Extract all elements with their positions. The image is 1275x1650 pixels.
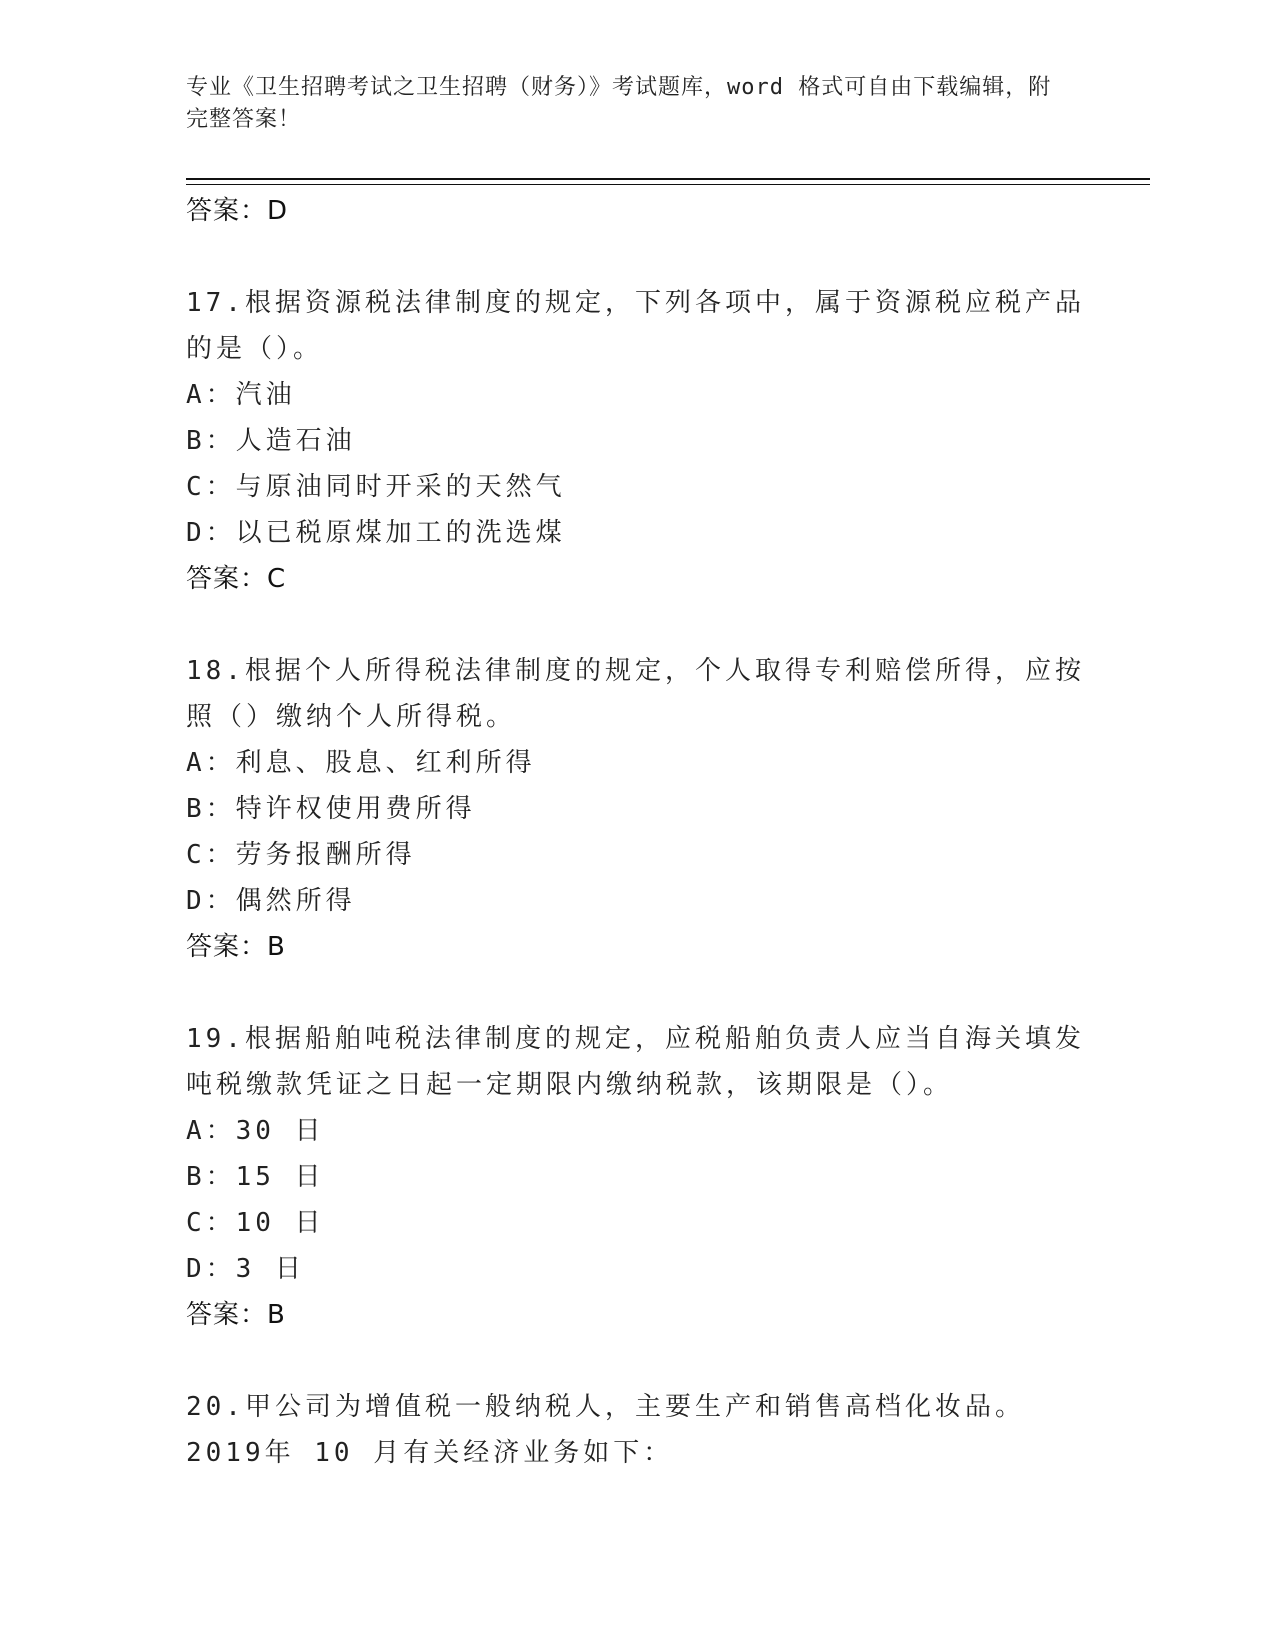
option-c [186,832,1086,878]
option-c [186,464,1086,510]
question-list [186,188,1086,1476]
question-block [186,648,1086,970]
option-b [186,786,1086,832]
option-text: 人造石油 [235,426,356,456]
option-text: 15 日 [235,1162,325,1192]
option-key: C： [186,840,236,870]
header-divider-thin [186,184,1150,185]
question-block [186,280,1086,602]
option-text: 劳务报酬所得 [235,840,416,870]
option-key: D： [186,886,236,916]
option-key: D： [186,518,236,548]
option-text: 汽油 [235,380,296,410]
answer-line: 答案：B [186,1300,286,1330]
option-key: A： [186,748,236,778]
header-divider [186,178,1150,180]
option-d [186,510,1086,556]
option-key: C： [186,472,236,502]
option-d [186,1246,1086,1292]
page-header: 专业《卫生招聘考试之卫生招聘（财务）》考试题库，word 格式可自由下载编辑，附完整答案！ [186,75,1052,132]
question-block [186,1016,1086,1338]
answer-line: 答案：B [186,932,286,962]
answer-line: 答案：C [186,564,287,594]
question-stem: 18.根据个人所得税法律制度的规定，个人取得专利赔偿所得，应按照（）缴纳个人所得税。 [186,656,1085,732]
question-block [186,1384,1086,1476]
option-key: B： [186,1162,236,1192]
answer-line: 答案：D [186,196,289,226]
question-stem: 19.根据船舶吨税法律制度的规定，应税船舶负责人应当自海关填发吨税缴款凭证之日起一定期限内缴纳税款，该期限是（）。 [186,1024,1085,1100]
option-key: D： [186,1254,236,1284]
option-key: C： [186,1208,236,1238]
option-key: A： [186,380,236,410]
option-text: 以已税原煤加工的洗选煤 [235,518,566,548]
option-d [186,878,1086,924]
option-a [186,740,1086,786]
option-text: 10 日 [235,1208,325,1238]
option-text: 与原油同时开采的天然气 [235,472,566,502]
option-a [186,372,1086,418]
option-text: 特许权使用费所得 [235,794,476,824]
option-b [186,1154,1086,1200]
option-a [186,1108,1086,1154]
option-text: 3 日 [235,1254,305,1284]
option-b [186,418,1086,464]
question-stem: 17.根据资源税法律制度的规定，下列各项中，属于资源税应税产品的是（）。 [186,288,1085,364]
question-stem: 20.甲公司为增值税一般纳税人，主要生产和销售高档化妆品。2019年 10 月有关经济业务如下： [186,1392,1025,1468]
option-text: 偶然所得 [235,886,356,916]
option-text: 30 日 [235,1116,325,1146]
option-key: A： [186,1116,236,1146]
option-c [186,1200,1086,1246]
option-key: B： [186,426,236,456]
option-key: B： [186,794,236,824]
option-text: 利息、股息、红利所得 [235,748,536,778]
